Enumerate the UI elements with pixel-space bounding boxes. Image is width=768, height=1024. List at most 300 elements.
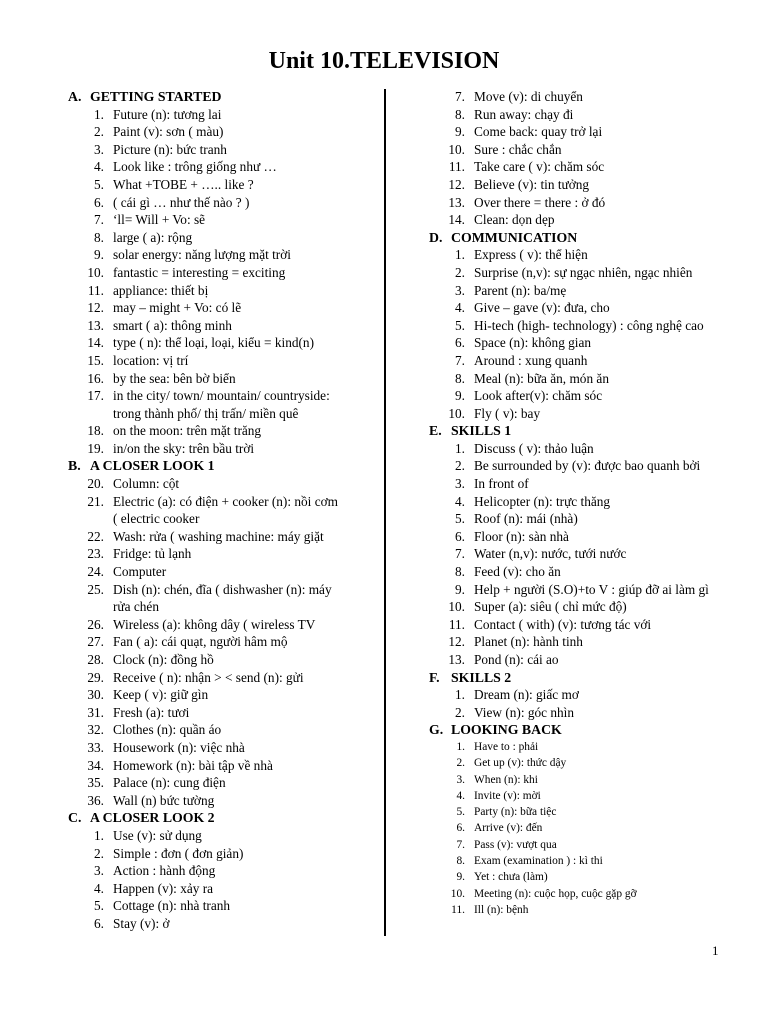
item-line: Look after(v): chăm sóc [474, 388, 603, 404]
item-line: Clock (n): đồng hồ [113, 652, 214, 667]
item-line: appliance: thiết bị [113, 282, 209, 298]
vocab-item [68, 158, 378, 176]
section-heading [68, 88, 378, 106]
item-line: Planet (n): hành tinh [474, 634, 583, 650]
item-number: 36. [87, 792, 104, 808]
item-line: Come back: quay trở lại [474, 124, 603, 140]
vocab-item [429, 633, 759, 651]
item-number: 10. [450, 887, 465, 900]
item-number: 4. [455, 493, 465, 509]
item-text [113, 194, 378, 212]
item-number: 5. [455, 511, 465, 527]
item-text [474, 686, 759, 704]
vocab-item [68, 897, 378, 915]
item-text [113, 475, 378, 493]
item-text [113, 545, 378, 563]
vocab-item [429, 264, 759, 282]
vocab-item [429, 563, 759, 581]
vocab-item [68, 739, 378, 757]
item-number: 3. [94, 141, 104, 157]
vocab-item [68, 317, 378, 335]
item-text [113, 422, 378, 440]
item-line: Over there = there : ở đó [474, 194, 606, 210]
item-text [113, 897, 378, 915]
item-number: 8. [455, 370, 465, 386]
item-line: Paint (v): sơn ( màu) [113, 124, 224, 140]
item-text [113, 915, 378, 933]
item-text [113, 616, 378, 634]
item-line: Wireless (a): không dây ( wireless TV [113, 616, 316, 632]
item-number: 10. [448, 599, 465, 615]
item-line: What +TOBE + ….. like ? [113, 176, 254, 192]
item-text [474, 194, 759, 212]
item-text [113, 317, 378, 335]
item-number: 25. [87, 581, 104, 597]
vocab-item [429, 246, 759, 264]
item-text [113, 633, 378, 651]
item-text [113, 141, 378, 159]
item-number: 28. [87, 652, 104, 667]
item-line: Express ( v): thể hiện [474, 247, 588, 263]
item-line: Floor (n): sàn nhà [474, 528, 569, 544]
item-number: 30. [87, 687, 104, 703]
item-line: Space (n): không gian [474, 335, 592, 351]
vocab-item [429, 853, 759, 869]
item-line: fantastic = interesting = exciting [113, 264, 286, 280]
vocab-item [429, 510, 759, 528]
item-number: 2. [94, 124, 104, 140]
vocab-item [429, 837, 759, 853]
item-line: Around : xung quanh [474, 352, 588, 368]
item-number: 9. [94, 247, 104, 263]
item-number: 11. [448, 616, 465, 632]
item-number: 14. [87, 335, 104, 351]
item-text [113, 352, 378, 370]
item-line: Contact ( with) (v): tương tác với [474, 616, 652, 632]
item-number: 11. [451, 903, 465, 916]
item-number: 13. [448, 194, 465, 210]
item-number: 3. [456, 773, 465, 786]
item-continuation: trong thành phố/ thị trấn/ miền quê [113, 405, 299, 421]
item-text [113, 440, 378, 458]
vocab-item [429, 176, 759, 194]
vocab-item [429, 869, 759, 885]
vocab-item [429, 772, 759, 788]
left-column [68, 88, 378, 933]
vocab-item [429, 387, 759, 405]
item-text [474, 158, 759, 176]
item-number: 3. [455, 476, 465, 492]
item-text [113, 493, 378, 528]
item-text [113, 176, 378, 194]
item-number: 22. [87, 528, 104, 544]
item-number: 17. [87, 388, 104, 404]
item-text [474, 352, 759, 370]
item-number: 2. [455, 264, 465, 280]
item-text [113, 792, 378, 810]
item-number: 1. [455, 247, 465, 263]
vocab-item [429, 528, 759, 546]
item-text [113, 229, 378, 247]
vocab-item [429, 370, 759, 388]
item-line: Look like : trông giống như … [113, 159, 277, 175]
item-text [113, 563, 378, 581]
item-line: Housework (n): việc nhà [113, 739, 245, 755]
item-line: Surprise (n,v): sự ngạc nhiên, ngạc nhiên [474, 264, 693, 280]
item-text [113, 651, 378, 669]
vocab-item [429, 598, 759, 616]
item-text [474, 739, 759, 755]
item-line: Dream (n): giấc mơ [474, 687, 579, 703]
item-text [474, 123, 759, 141]
item-text [113, 686, 378, 704]
item-line: Water (n,v): nước, tưới nước [474, 546, 627, 562]
item-number: 29. [87, 669, 104, 685]
item-line: Super (a): siêu ( chỉ mức độ) [474, 599, 627, 615]
item-text [474, 772, 759, 788]
item-text [474, 246, 759, 264]
vocab-item [429, 123, 759, 141]
vocab-item [429, 788, 759, 804]
vocab-item [68, 229, 378, 247]
item-text [474, 528, 759, 546]
vocab-item [68, 563, 378, 581]
item-number: 8. [456, 855, 465, 868]
item-number: 8. [94, 229, 104, 245]
item-line: smart ( a): thông minh [113, 317, 232, 333]
item-line: Cottage (n): nhà tranh [113, 898, 231, 914]
vocab-item [68, 721, 378, 739]
item-line: on the moon: trên mặt trăng [113, 423, 262, 439]
section-title: GETTING STARTED [90, 89, 222, 104]
vocab-item [429, 211, 759, 229]
item-number: 5. [455, 317, 465, 333]
item-text [474, 581, 759, 599]
item-line: Be surrounded by (v): được bao quanh bởi [474, 458, 701, 474]
item-text [474, 88, 759, 106]
item-number: 5. [456, 806, 465, 819]
vocab-item [68, 440, 378, 458]
vocab-item [68, 581, 378, 616]
item-text [474, 264, 759, 282]
item-text [113, 757, 378, 775]
item-line: may – might + Vo: có lẽ [113, 300, 242, 316]
item-line: Clean: dọn dẹp [474, 212, 555, 228]
item-text [474, 788, 759, 804]
section-letter: F. [429, 669, 440, 685]
item-line: Help + người (S.O)+to V : giúp đỡ ai làm gì [474, 581, 709, 597]
vocab-item [68, 194, 378, 212]
item-line: Clothes (n): quần áo [113, 722, 222, 738]
item-line: Yet : chưa (làm) [474, 871, 548, 884]
item-line: Fan ( a): cái quạt, người hâm mộ [113, 634, 288, 650]
item-line: in the city/ town/ mountain/ countryside: [113, 388, 330, 404]
item-text [474, 510, 759, 528]
item-text [113, 282, 378, 300]
item-number: 13. [448, 652, 465, 667]
vocab-item [429, 334, 759, 352]
item-number: 32. [87, 722, 104, 738]
item-line: Action : hành động [113, 863, 216, 879]
item-number: 14. [448, 212, 465, 228]
item-line: Feed (v): cho ăn [474, 564, 561, 580]
vocab-item [68, 176, 378, 194]
item-number: 4. [455, 300, 465, 316]
item-text [113, 370, 378, 388]
vocab-item [68, 106, 378, 124]
item-text [474, 651, 759, 669]
vocab-item [429, 581, 759, 599]
item-number: 26. [87, 616, 104, 632]
section-title: SKILLS 2 [451, 669, 512, 685]
item-line: Roof (n): mái (nhà) [474, 511, 578, 527]
vocab-item [68, 422, 378, 440]
item-number: 1. [455, 687, 465, 703]
item-line: large ( a): rộng [113, 229, 193, 245]
vocab-item [429, 820, 759, 836]
item-line: Party (n): bữa tiệc [474, 806, 557, 819]
item-line: ( cái gì … như thế nào ? ) [113, 194, 250, 210]
item-number: 6. [94, 915, 104, 931]
vocab-item [68, 334, 378, 352]
item-number: 4. [456, 789, 465, 802]
item-line: Meal (n): bữa ăn, món ăn [474, 370, 609, 386]
item-line: by the sea: bên bờ biển [113, 370, 236, 386]
item-line: Homework (n): bài tập về nhà [113, 757, 273, 773]
item-line: Hi-tech (high- technology) : công nghệ cao [474, 317, 704, 333]
item-text [474, 755, 759, 771]
vocab-item [429, 704, 759, 722]
vocab-item [68, 352, 378, 370]
item-text [474, 545, 759, 563]
vocab-item [429, 282, 759, 300]
item-text [474, 869, 759, 885]
item-text [474, 106, 759, 124]
item-text [113, 528, 378, 546]
item-line: Column: cột [113, 476, 180, 492]
item-text [474, 837, 759, 853]
item-number: 6. [94, 194, 104, 210]
item-number: 1. [456, 740, 465, 753]
right-column [429, 88, 759, 918]
vocab-item [429, 804, 759, 820]
vocab-item [429, 886, 759, 902]
vocab-item [68, 669, 378, 687]
item-text [113, 264, 378, 282]
item-line: Stay (v): ở [113, 915, 170, 931]
item-number: 8. [455, 106, 465, 122]
item-text [113, 334, 378, 352]
item-line: Get up (v): thức dậy [474, 757, 567, 770]
item-line: Move (v): di chuyển [474, 89, 583, 104]
item-number: 2. [455, 458, 465, 474]
vocab-item [429, 651, 759, 669]
vocab-item [429, 106, 759, 124]
section-letter: C. [68, 810, 82, 826]
item-number: 7. [94, 212, 104, 228]
item-number: 24. [87, 564, 104, 580]
item-text [474, 902, 759, 918]
item-number: 9. [455, 581, 465, 597]
item-number: 12. [448, 634, 465, 650]
item-number: 6. [455, 528, 465, 544]
vocab-item [68, 757, 378, 775]
item-number: 19. [87, 440, 104, 456]
vocab-item [68, 475, 378, 493]
vocab-item [68, 387, 378, 422]
item-text [474, 633, 759, 651]
item-text [113, 827, 378, 845]
section-title: A CLOSER LOOK 2 [90, 810, 215, 826]
item-number: 34. [87, 757, 104, 773]
item-number: 4. [94, 880, 104, 896]
item-text [474, 370, 759, 388]
vocab-item [68, 370, 378, 388]
item-line: Meeting (n): cuộc họp, cuộc gặp gỡ [474, 887, 637, 900]
vocab-item [429, 457, 759, 475]
item-continuation: ( electric cooker [113, 511, 200, 527]
item-line: Picture (n): bức tranh [113, 141, 227, 157]
section-letter: D. [429, 229, 443, 245]
vocab-item [68, 282, 378, 300]
vocab-item [68, 616, 378, 634]
item-number: 2. [94, 845, 104, 861]
vocab-item [429, 475, 759, 493]
item-number: 33. [87, 739, 104, 755]
item-number: 31. [87, 704, 104, 720]
vocab-item [429, 194, 759, 212]
item-text [474, 282, 759, 300]
item-text [113, 845, 378, 863]
section-heading [68, 457, 378, 475]
vocab-item [429, 902, 759, 918]
vocab-item [68, 845, 378, 863]
item-text [474, 405, 759, 423]
item-number: 7. [456, 838, 465, 851]
vocab-item [429, 493, 759, 511]
item-line: ‘ll= Will + Vo: sẽ [113, 212, 206, 228]
section-title: COMMUNICATION [451, 229, 578, 245]
column-divider [384, 89, 386, 936]
item-text [474, 475, 759, 493]
section-heading [429, 721, 759, 739]
item-text [474, 820, 759, 836]
vocab-item [68, 493, 378, 528]
item-line: Sure : chắc chắn [474, 141, 562, 157]
item-line: in/on the sky: trên bầu trời [113, 440, 255, 456]
item-line: Fresh (a): tươi [113, 704, 190, 720]
item-line: Pass (v): vượt qua [474, 838, 557, 851]
vocab-item [68, 880, 378, 898]
item-line: Dish (n): chén, đĩa ( dishwasher (n): máy [113, 581, 332, 597]
item-number: 7. [455, 546, 465, 562]
item-line: Helicopter (n): trực thăng [474, 493, 611, 509]
page-number: 1 [712, 943, 719, 958]
item-line: When (n): khi [474, 773, 538, 786]
vocab-item [68, 651, 378, 669]
item-number: 9. [455, 124, 465, 140]
vocab-item [429, 352, 759, 370]
item-text [113, 704, 378, 722]
section-title: SKILLS 1 [451, 423, 512, 439]
item-line: Pond (n): cái ao [474, 652, 559, 667]
vocab-item [429, 158, 759, 176]
vocab-item [429, 405, 759, 423]
item-line: Receive ( n): nhận > < send (n): gửi [113, 669, 304, 685]
item-line: location: vị trí [113, 352, 189, 368]
section-heading [429, 229, 759, 247]
item-number: 7. [455, 352, 465, 368]
item-number: 10. [448, 405, 465, 421]
item-continuation: rửa chén [113, 599, 159, 615]
item-number: 11. [448, 159, 465, 175]
vocab-item [68, 299, 378, 317]
item-text [474, 704, 759, 722]
item-text [474, 853, 759, 869]
item-number: 35. [87, 775, 104, 791]
item-number: 15. [87, 352, 104, 368]
section-letter: E. [429, 423, 442, 439]
item-line: Computer [113, 564, 167, 580]
vocab-item [429, 545, 759, 563]
item-line: Take care ( v): chăm sóc [474, 159, 605, 175]
item-text [474, 886, 759, 902]
item-text [113, 158, 378, 176]
item-line: Invite (v): mời [474, 789, 541, 802]
item-text [113, 739, 378, 757]
item-number: 7. [455, 89, 465, 104]
item-line: Exam (examination ) : kì thi [474, 855, 603, 868]
vocab-item [68, 792, 378, 810]
vocab-item [429, 755, 759, 771]
item-text [474, 616, 759, 634]
item-text [113, 862, 378, 880]
item-line: View (n): góc nhìn [474, 704, 575, 720]
item-line: Have to : phải [474, 740, 539, 753]
item-number: 4. [94, 159, 104, 175]
item-number: 2. [456, 757, 465, 770]
vocab-item [429, 686, 759, 704]
item-text [113, 123, 378, 141]
item-text [474, 804, 759, 820]
vocab-item [68, 141, 378, 159]
item-text [474, 440, 759, 458]
item-line: Arrive (v): đến [474, 822, 543, 835]
item-text [474, 334, 759, 352]
item-number: 10. [87, 264, 104, 280]
section-heading [429, 422, 759, 440]
item-text [113, 880, 378, 898]
item-number: 5. [94, 898, 104, 914]
vocab-item [429, 440, 759, 458]
item-number: 8. [455, 564, 465, 580]
item-text [474, 176, 759, 194]
item-line: Fridge: tủ lạnh [113, 546, 192, 562]
item-number: 11. [87, 282, 104, 298]
item-text [113, 774, 378, 792]
vocab-item [68, 264, 378, 282]
vocab-item [68, 633, 378, 651]
item-number: 1. [94, 106, 104, 122]
item-text [113, 721, 378, 739]
item-number: 9. [455, 388, 465, 404]
section-title: A CLOSER LOOK 1 [90, 458, 215, 474]
item-text [474, 387, 759, 405]
item-number: 13. [87, 317, 104, 333]
item-text [474, 211, 759, 229]
item-line: type ( n): thể loại, loại, kiểu = kind(n) [113, 335, 314, 351]
section-title: LOOKING BACK [451, 722, 562, 738]
